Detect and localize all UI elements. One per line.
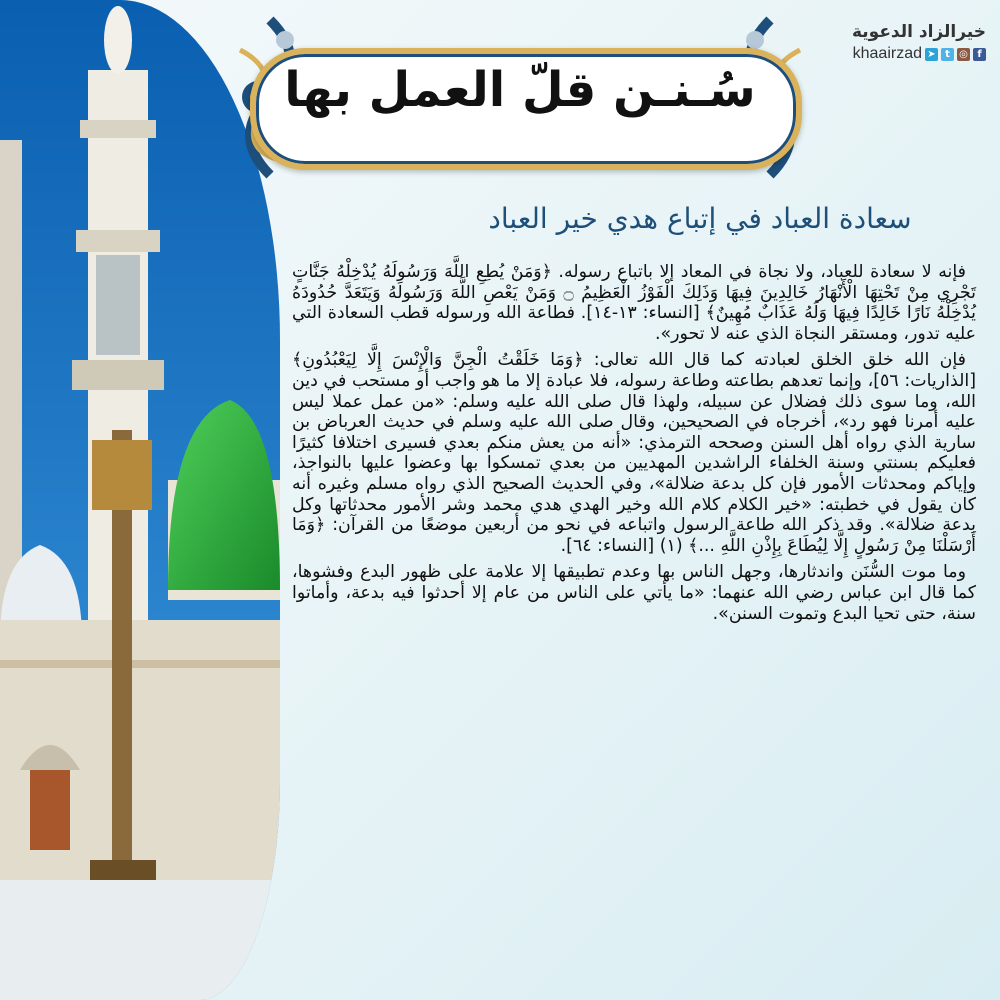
twitter-icon[interactable]: t <box>941 48 954 61</box>
title-banner <box>210 10 830 185</box>
social-row <box>851 45 986 63</box>
page-title: سُـنـن قلّ العمل بها <box>284 62 756 118</box>
brand-handle: khaairzad <box>852 45 922 62</box>
paragraph: فإنه لا سعادة للعباد، ولا نجاة في المعاد إلا باتباع رسوله. ﴿وَمَنْ يُطِعِ اللَّهَ وَرَسُولَهُ يُدْخِلْهُ جَنَّاتٍ تَجْرِي مِنْ تَحْتِهَا الْأَنْهَارُ خَالِدِينَ فِيهَا وَذَلِكَ الْفَوْزُ الْعَظِيمُ ۝ وَمَنْ يَعْصِ اللَّهَ وَرَسُولَهُ وَيَتَعَدَّ حُدُودَهُ يُدْخِلْهُ نَارًا خَالِدًا فِيهَا وَلَهُ عَذَابٌ مُهِينٌ﴾ [النساء: ١٣-١٤]. فطاعة الله ورسوله قطب السعادة التي عليه تدور، ومستقر النجاة الذي عنه لا تحور». <box>292 262 976 344</box>
brand-block <box>851 22 986 63</box>
instagram-icon[interactable]: ◎ <box>957 48 970 61</box>
subtitle: سعادة العباد في إتباع هدي خير العباد <box>488 202 912 235</box>
article-body <box>292 262 976 630</box>
telegram-icon[interactable]: ➤ <box>925 48 938 61</box>
brand-name: خيرالزاد الدعوية <box>851 22 986 42</box>
paragraph: فإن الله خلق الخلق لعبادته كما قال الله تعالى: ﴿وَمَا خَلَقْتُ الْجِنَّ وَالْإِنْسَ إِلَّا لِيَعْبُدُونِ﴾ [الذاريات: ٥٦]، وإنما تعدهم بطاعته وطاعة رسوله، فلا عبادة إلا ما هو واجب أو مستحب في دين الله، وما سوى ذلك فضلال عن سبيله، ولهذا قال صلى الله عليه وسلم: «من عمل عملا ليس عليه أمرنا فهو رد»، أخرجاه في الصحيحين، وقال صلى الله عليه وسلم في حديث العرباض بن سارية الذي رواه أهل السنن وصححه الترمذي: «أنه من يعش منكم بعدي فسيرى اختلافا كثيرًا فعليكم بسنتي وسنة الخلفاء الراشدين المهديين من بعدي تمسكوا بها وعضوا عليها بالنواجذ، وإياكم ومحدثات الأمور فإن كل بدعة ضلالة»، وفي الحديث الصحيح الذي رواه مسلم وغيره أنه كان يقول في خطبته: «خير الكلام كلام الله وخير الهدي هدي محمد وشر الأمور محدثاتها وكل بدعة ضلالة». وقد ذكر الله طاعة الرسول واتباعه في نحو من أربعين موضعًا من القرآن: ﴿وَمَا أَرْسَلْنَا مِنْ رَسُولٍ إِلَّا لِيُطَاعَ بِإِذْنِ اللَّهِ ...﴾ (١) [النساء: ٦٤]. <box>292 350 976 556</box>
facebook-icon[interactable]: f <box>973 48 986 61</box>
paragraph: وما موت السُّنَن واندثارها، وجهل الناس بها وعدم تطبيقها إلا علامة على ظهور البدع وفشوها، كما قال ابن عباس رضي الله عنهما: «ما يأتي على الناس من عام إلا أحدثوا فيه بدعة، وأماتوا سنة، حتى تحيا البدع وتموت السنن». <box>292 562 976 624</box>
